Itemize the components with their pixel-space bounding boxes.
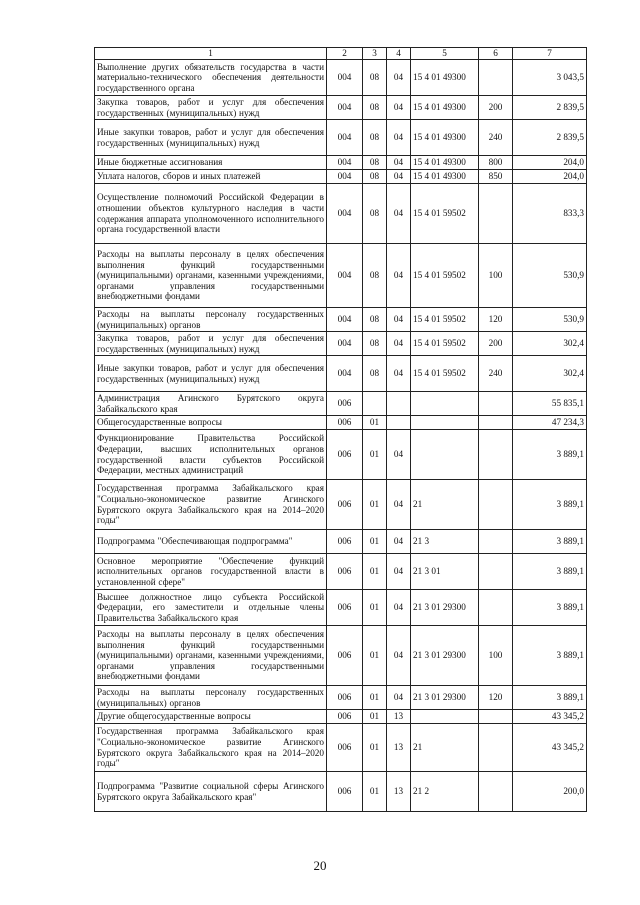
cell-csr: 21 bbox=[411, 480, 479, 530]
cell-ved: 006 bbox=[327, 772, 363, 812]
cell-sum: 3 889,1 bbox=[513, 626, 587, 686]
cell-ved: 006 bbox=[327, 480, 363, 530]
header-row bbox=[95, 48, 587, 60]
cell-rz: 08 bbox=[363, 356, 387, 392]
cell-csr: 21 2 bbox=[411, 772, 479, 812]
cell-vr: 240 bbox=[479, 356, 513, 392]
cell-sum: 43 345,2 bbox=[513, 710, 587, 724]
cell-ved: 006 bbox=[327, 686, 363, 710]
cell-rz: 01 bbox=[363, 626, 387, 686]
cell-vr bbox=[479, 772, 513, 812]
cell-ved: 004 bbox=[327, 96, 363, 120]
cell-name: Функционирование Правительства Российской Федерации, высших исполнительных органов государственной власти субъектов Российской Федерации, местных администраций bbox=[95, 430, 327, 480]
cell-pr: 04 bbox=[387, 170, 411, 184]
cell-pr: 04 bbox=[387, 356, 411, 392]
cell-ved: 006 bbox=[327, 626, 363, 686]
cell-vr: 800 bbox=[479, 156, 513, 170]
cell-vr bbox=[479, 480, 513, 530]
cell-pr: 04 bbox=[387, 332, 411, 356]
table-row bbox=[95, 156, 587, 170]
table-row bbox=[95, 60, 587, 96]
cell-pr: 13 bbox=[387, 772, 411, 812]
cell-rz: 08 bbox=[363, 170, 387, 184]
header-cell-sum: 7 bbox=[513, 48, 587, 60]
cell-name: Администрация Агинского Бурятского округа Забайкальского края bbox=[95, 392, 327, 416]
table-row bbox=[95, 724, 587, 772]
cell-name: Государственная программа Забайкальского края "Социально-экономическое развитие Агинского Бурятского округа Забайкальского края на 2014–2020 годы" bbox=[95, 480, 327, 530]
cell-csr: 15 4 01 49300 bbox=[411, 96, 479, 120]
cell-sum: 3 889,1 bbox=[513, 686, 587, 710]
cell-rz: 08 bbox=[363, 120, 387, 156]
cell-rz: 01 bbox=[363, 686, 387, 710]
cell-name: Иные закупки товаров, работ и услуг для обеспечения государственных (муниципальных) нужд bbox=[95, 356, 327, 392]
header-cell-rz: 3 bbox=[363, 48, 387, 60]
cell-pr: 04 bbox=[387, 554, 411, 590]
cell-sum: 3 889,1 bbox=[513, 590, 587, 626]
cell-vr bbox=[479, 430, 513, 480]
cell-csr bbox=[411, 416, 479, 430]
cell-sum: 302,4 bbox=[513, 356, 587, 392]
cell-name: Расходы на выплаты персоналу в целях обеспечения выполнения функций государственными (муниципальными) органами, казенными учреждениями, органами управления государственными внебюджетными фондами bbox=[95, 244, 327, 308]
cell-name: Осуществление полномочий Российской Федерации в отношении объектов культурного наследия в части содержания аппарата уполномоченного исполнительного органа государственной власти bbox=[95, 184, 327, 244]
cell-name: Иные закупки товаров, работ и услуг для обеспечения государственных (муниципальных) нужд bbox=[95, 120, 327, 156]
cell-csr: 15 4 01 59502 bbox=[411, 332, 479, 356]
cell-sum: 530,9 bbox=[513, 244, 587, 308]
cell-csr bbox=[411, 710, 479, 724]
cell-rz: 08 bbox=[363, 308, 387, 332]
cell-name: Основное мероприятие "Обеспечение функций исполнительных органов государственной власти в установленной сфере" bbox=[95, 554, 327, 590]
cell-csr: 15 4 01 49300 bbox=[411, 120, 479, 156]
cell-name: Подпрограмма "Обеспечивающая подпрограмма" bbox=[95, 530, 327, 554]
cell-csr: 15 4 01 49300 bbox=[411, 170, 479, 184]
cell-pr: 04 bbox=[387, 480, 411, 530]
cell-vr: 240 bbox=[479, 120, 513, 156]
cell-ved: 006 bbox=[327, 590, 363, 626]
cell-sum: 3 889,1 bbox=[513, 480, 587, 530]
cell-ved: 004 bbox=[327, 356, 363, 392]
cell-pr: 13 bbox=[387, 710, 411, 724]
cell-vr: 120 bbox=[479, 308, 513, 332]
cell-rz: 01 bbox=[363, 554, 387, 590]
cell-rz: 08 bbox=[363, 184, 387, 244]
cell-vr bbox=[479, 184, 513, 244]
cell-csr: 15 4 01 59502 bbox=[411, 356, 479, 392]
table-row bbox=[95, 590, 587, 626]
cell-ved: 004 bbox=[327, 120, 363, 156]
table-row bbox=[95, 554, 587, 590]
cell-csr bbox=[411, 392, 479, 416]
cell-name: Общегосударственные вопросы bbox=[95, 416, 327, 430]
cell-csr: 21 3 01 bbox=[411, 554, 479, 590]
cell-csr: 21 3 01 29300 bbox=[411, 626, 479, 686]
cell-csr: 15 4 01 59502 bbox=[411, 308, 479, 332]
cell-sum: 204,0 bbox=[513, 156, 587, 170]
table-row bbox=[95, 626, 587, 686]
cell-pr bbox=[387, 392, 411, 416]
cell-ved: 004 bbox=[327, 308, 363, 332]
header-cell-vr: 6 bbox=[479, 48, 513, 60]
cell-sum: 302,4 bbox=[513, 332, 587, 356]
cell-name: Уплата налогов, сборов и иных платежей bbox=[95, 170, 327, 184]
cell-pr: 04 bbox=[387, 184, 411, 244]
cell-rz: 08 bbox=[363, 156, 387, 170]
cell-ved: 006 bbox=[327, 710, 363, 724]
cell-csr: 21 bbox=[411, 724, 479, 772]
cell-pr: 04 bbox=[387, 430, 411, 480]
cell-pr: 04 bbox=[387, 308, 411, 332]
cell-name: Расходы на выплаты персоналу государственных (муниципальных) органов bbox=[95, 308, 327, 332]
cell-vr: 100 bbox=[479, 626, 513, 686]
cell-name: Закупка товаров, работ и услуг для обеспечения государственных (муниципальных) нужд bbox=[95, 332, 327, 356]
cell-rz: 01 bbox=[363, 724, 387, 772]
cell-name: Закупка товаров, работ и услуг для обеспечения государственных (муниципальных) нужд bbox=[95, 96, 327, 120]
cell-ved: 006 bbox=[327, 554, 363, 590]
cell-vr bbox=[479, 554, 513, 590]
cell-vr bbox=[479, 724, 513, 772]
table-row bbox=[95, 686, 587, 710]
cell-rz: 01 bbox=[363, 430, 387, 480]
cell-sum: 2 839,5 bbox=[513, 96, 587, 120]
cell-sum: 3 043,5 bbox=[513, 60, 587, 96]
cell-ved: 004 bbox=[327, 60, 363, 96]
header-cell-pr: 4 bbox=[387, 48, 411, 60]
cell-ved: 006 bbox=[327, 724, 363, 772]
cell-vr: 850 bbox=[479, 170, 513, 184]
table-row bbox=[95, 416, 587, 430]
cell-csr: 21 3 01 29300 bbox=[411, 686, 479, 710]
cell-sum: 47 234,3 bbox=[513, 416, 587, 430]
cell-vr: 100 bbox=[479, 244, 513, 308]
cell-ved: 006 bbox=[327, 392, 363, 416]
cell-pr: 13 bbox=[387, 724, 411, 772]
table-row bbox=[95, 530, 587, 554]
cell-name: Расходы на выплаты персоналу государственных (муниципальных) органов bbox=[95, 686, 327, 710]
cell-pr bbox=[387, 416, 411, 430]
cell-sum: 204,0 bbox=[513, 170, 587, 184]
cell-name: Подпрограмма "Развитие социальной сферы Агинского Бурятского округа Забайкальского края" bbox=[95, 772, 327, 812]
cell-pr: 04 bbox=[387, 96, 411, 120]
cell-name: Расходы на выплаты персоналу в целях обеспечения выполнения функций государственными (муниципальными) органами, казенными учреждениями, органами управления государственными внебюджетными фондами bbox=[95, 626, 327, 686]
table-body bbox=[95, 60, 587, 812]
cell-vr: 200 bbox=[479, 332, 513, 356]
cell-vr bbox=[479, 710, 513, 724]
cell-sum: 530,9 bbox=[513, 308, 587, 332]
cell-rz: 01 bbox=[363, 590, 387, 626]
budget-table bbox=[94, 47, 587, 812]
table-row bbox=[95, 120, 587, 156]
cell-csr bbox=[411, 430, 479, 480]
cell-ved: 004 bbox=[327, 170, 363, 184]
cell-ved: 006 bbox=[327, 430, 363, 480]
table-row bbox=[95, 308, 587, 332]
header-cell-ved: 2 bbox=[327, 48, 363, 60]
table-row bbox=[95, 170, 587, 184]
cell-ved: 004 bbox=[327, 244, 363, 308]
cell-vr bbox=[479, 392, 513, 416]
table-row bbox=[95, 772, 587, 812]
cell-pr: 04 bbox=[387, 686, 411, 710]
page-number: 20 bbox=[313, 858, 327, 873]
cell-rz: 01 bbox=[363, 416, 387, 430]
cell-rz bbox=[363, 392, 387, 416]
cell-sum: 200,0 bbox=[513, 772, 587, 812]
table-row bbox=[95, 710, 587, 724]
cell-name: Иные бюджетные ассигнования bbox=[95, 156, 327, 170]
cell-ved: 004 bbox=[327, 184, 363, 244]
cell-rz: 01 bbox=[363, 772, 387, 812]
cell-sum: 43 345,2 bbox=[513, 724, 587, 772]
cell-vr bbox=[479, 60, 513, 96]
cell-rz: 08 bbox=[363, 60, 387, 96]
cell-ved: 006 bbox=[327, 530, 363, 554]
cell-ved: 006 bbox=[327, 416, 363, 430]
cell-csr: 15 4 01 59502 bbox=[411, 244, 479, 308]
cell-rz: 08 bbox=[363, 244, 387, 308]
cell-sum: 55 835,1 bbox=[513, 392, 587, 416]
cell-csr: 15 4 01 49300 bbox=[411, 60, 479, 96]
cell-csr: 15 4 01 59502 bbox=[411, 184, 479, 244]
cell-sum: 3 889,1 bbox=[513, 530, 587, 554]
cell-pr: 04 bbox=[387, 60, 411, 96]
cell-pr: 04 bbox=[387, 120, 411, 156]
cell-csr: 15 4 01 49300 bbox=[411, 156, 479, 170]
table-row bbox=[95, 184, 587, 244]
cell-name: Выполнение других обязательств государства в части материально-технического обеспечения деятельности государственного органа bbox=[95, 60, 327, 96]
cell-rz: 08 bbox=[363, 96, 387, 120]
cell-sum: 2 839,5 bbox=[513, 120, 587, 156]
cell-vr bbox=[479, 590, 513, 626]
cell-pr: 04 bbox=[387, 590, 411, 626]
cell-name: Другие общегосударственные вопросы bbox=[95, 710, 327, 724]
cell-pr: 04 bbox=[387, 626, 411, 686]
cell-rz: 01 bbox=[363, 530, 387, 554]
cell-pr: 04 bbox=[387, 244, 411, 308]
cell-ved: 004 bbox=[327, 332, 363, 356]
header-cell-csr: 5 bbox=[411, 48, 479, 60]
cell-sum: 3 889,1 bbox=[513, 430, 587, 480]
cell-rz: 01 bbox=[363, 710, 387, 724]
cell-ved: 004 bbox=[327, 156, 363, 170]
table-row bbox=[95, 430, 587, 480]
table-row bbox=[95, 392, 587, 416]
cell-name: Высшее должностное лицо субъекта Российской Федерации, его заместители и отдельные члены Правительства Забайкальского края bbox=[95, 590, 327, 626]
cell-pr: 04 bbox=[387, 156, 411, 170]
cell-rz: 08 bbox=[363, 332, 387, 356]
cell-vr: 200 bbox=[479, 96, 513, 120]
table-row bbox=[95, 332, 587, 356]
cell-name: Государственная программа Забайкальского края "Социально-экономическое развитие Агинского Бурятского округа Забайкальского края на 2014–2020 годы" bbox=[95, 724, 327, 772]
cell-sum: 833,3 bbox=[513, 184, 587, 244]
table-row bbox=[95, 244, 587, 308]
cell-vr: 120 bbox=[479, 686, 513, 710]
cell-pr: 04 bbox=[387, 530, 411, 554]
table-row bbox=[95, 480, 587, 530]
table-row bbox=[95, 96, 587, 120]
header-cell-name: 1 bbox=[95, 48, 327, 60]
cell-csr: 21 3 bbox=[411, 530, 479, 554]
cell-sum: 3 889,1 bbox=[513, 554, 587, 590]
cell-vr bbox=[479, 416, 513, 430]
table-row bbox=[95, 356, 587, 392]
cell-vr bbox=[479, 530, 513, 554]
cell-csr: 21 3 01 29300 bbox=[411, 590, 479, 626]
cell-rz: 01 bbox=[363, 480, 387, 530]
